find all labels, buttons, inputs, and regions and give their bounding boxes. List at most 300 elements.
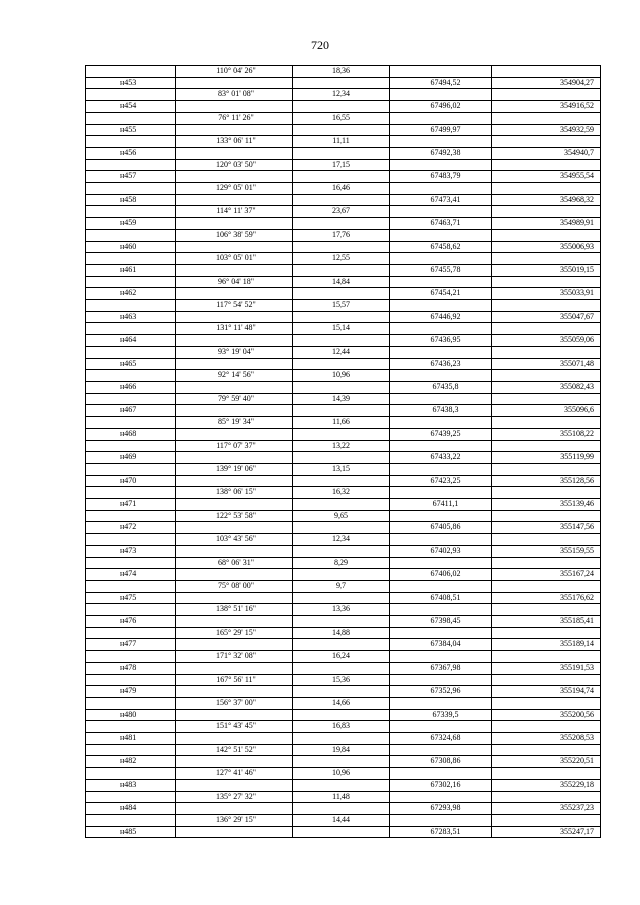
empty-cell [176,803,293,815]
distance-cell: 9,7 [293,580,390,592]
empty-cell [86,721,176,733]
empty-cell [86,791,176,803]
distance-cell: 16,24 [293,651,390,663]
empty-cell [390,206,492,218]
y-coordinate-cell: 355139,46 [492,499,601,511]
empty-cell [390,534,492,546]
y-coordinate-cell: 354989,91 [492,218,601,230]
y-coordinate-cell: 355033,91 [492,288,601,300]
direction-angle-cell: 129° 05' 01" [176,183,293,195]
point-name-cell: н472 [86,522,176,534]
empty-cell [293,686,390,698]
y-coordinate-cell: 355237,23 [492,803,601,815]
x-coordinate-cell: 67494,52 [390,77,492,89]
direction-angle-cell: 103° 05' 01" [176,253,293,265]
point-name-cell: н476 [86,616,176,628]
distance-cell: 16,46 [293,183,390,195]
empty-cell [86,768,176,780]
x-coordinate-cell: 67438,3 [390,405,492,417]
segment-row [86,674,601,686]
empty-cell [176,101,293,113]
y-coordinate-cell: 355185,41 [492,616,601,628]
segment-row [86,300,601,312]
empty-cell [390,768,492,780]
point-row [86,569,601,581]
empty-cell [293,101,390,113]
empty-cell [492,440,601,452]
point-name-cell: н480 [86,709,176,721]
empty-cell [390,370,492,382]
empty-cell [390,136,492,148]
y-coordinate-cell: 355167,24 [492,569,601,581]
direction-angle-cell: 156° 37' 00" [176,697,293,709]
empty-cell [176,522,293,534]
point-name-cell: н484 [86,803,176,815]
empty-cell [293,311,390,323]
distance-cell: 15,14 [293,323,390,335]
y-coordinate-cell: 355191,53 [492,662,601,674]
segment-row [86,580,601,592]
x-coordinate-cell: 67411,1 [390,499,492,511]
y-coordinate-cell: 355059,06 [492,335,601,347]
empty-cell [176,779,293,791]
empty-cell [492,370,601,382]
distance-cell: 16,83 [293,721,390,733]
empty-cell [86,604,176,616]
empty-cell [86,463,176,475]
point-row [86,662,601,674]
y-coordinate-cell: 355200,56 [492,709,601,721]
direction-angle-cell: 171° 32' 08" [176,651,293,663]
empty-cell [86,674,176,686]
point-row [86,428,601,440]
distance-cell: 12,34 [293,534,390,546]
empty-cell [293,733,390,745]
empty-cell [390,697,492,709]
empty-cell [492,768,601,780]
x-coordinate-cell: 67433,22 [390,452,492,464]
point-row [86,241,601,253]
segment-row [86,253,601,265]
segment-row [86,463,601,475]
empty-cell [492,276,601,288]
empty-cell [492,112,601,124]
point-row [86,803,601,815]
point-row [86,522,601,534]
segment-row [86,323,601,335]
y-coordinate-cell: 355159,55 [492,545,601,557]
empty-cell [293,639,390,651]
empty-cell [176,709,293,721]
point-name-cell: н465 [86,358,176,370]
empty-cell [492,66,601,78]
distance-cell: 17,76 [293,229,390,241]
segment-row [86,417,601,429]
direction-angle-cell: 122° 53' 58" [176,510,293,522]
segment-row [86,768,601,780]
point-name-cell: н475 [86,592,176,604]
empty-cell [390,253,492,265]
point-row [86,147,601,159]
empty-cell [293,545,390,557]
x-coordinate-cell: 67293,98 [390,803,492,815]
segment-row [86,440,601,452]
point-name-cell: н463 [86,311,176,323]
empty-cell [390,463,492,475]
empty-cell [176,733,293,745]
y-coordinate-cell: 355194,74 [492,686,601,698]
empty-cell [176,147,293,159]
point-name-cell: н470 [86,475,176,487]
empty-cell [390,791,492,803]
direction-angle-cell: 83° 01' 08" [176,89,293,101]
segment-row [86,136,601,148]
page-number: 720 [311,38,329,52]
segment-row [86,791,601,803]
empty-cell [492,534,601,546]
distance-cell: 14,66 [293,697,390,709]
distance-cell: 10,96 [293,768,390,780]
y-coordinate-cell: 355229,18 [492,779,601,791]
direction-angle-cell: 76° 11' 26" [176,112,293,124]
x-coordinate-cell: 67402,93 [390,545,492,557]
point-name-cell: н479 [86,686,176,698]
empty-cell [86,346,176,358]
empty-cell [492,346,601,358]
point-row [86,686,601,698]
empty-cell [293,405,390,417]
segment-row [86,534,601,546]
y-coordinate-cell: 354955,54 [492,171,601,183]
x-coordinate-cell: 67423,25 [390,475,492,487]
empty-cell [86,159,176,171]
point-name-cell: н485 [86,826,176,838]
empty-cell [492,674,601,686]
y-coordinate-cell: 354932,59 [492,124,601,136]
distance-cell: 18,36 [293,66,390,78]
y-coordinate-cell: 355119,99 [492,452,601,464]
x-coordinate-cell: 67439,25 [390,428,492,440]
point-row [86,381,601,393]
segment-row [86,370,601,382]
empty-cell [293,381,390,393]
empty-cell [293,616,390,628]
empty-cell [492,463,601,475]
point-name-cell: н468 [86,428,176,440]
empty-cell [86,276,176,288]
direction-angle-cell: 139° 19' 06" [176,463,293,475]
point-row [86,545,601,557]
empty-cell [293,475,390,487]
empty-cell [492,393,601,405]
point-name-cell: н455 [86,124,176,136]
segment-row [86,112,601,124]
direction-angle-cell: 110° 04' 26" [176,66,293,78]
empty-cell [176,826,293,838]
empty-cell [176,545,293,557]
empty-cell [86,744,176,756]
empty-cell [492,89,601,101]
empty-cell [492,136,601,148]
empty-cell [390,487,492,499]
empty-cell [492,323,601,335]
direction-angle-cell: 114° 11' 37" [176,206,293,218]
point-name-cell: н481 [86,733,176,745]
empty-cell [176,124,293,136]
point-name-cell: н473 [86,545,176,557]
y-coordinate-cell: 355006,93 [492,241,601,253]
x-coordinate-cell: 67367,98 [390,662,492,674]
x-coordinate-cell: 67405,86 [390,522,492,534]
point-row [86,616,601,628]
segment-row [86,89,601,101]
point-name-cell: н460 [86,241,176,253]
point-name-cell: н461 [86,264,176,276]
empty-cell [176,616,293,628]
empty-cell [86,370,176,382]
empty-cell [390,580,492,592]
empty-cell [86,112,176,124]
point-name-cell: н474 [86,569,176,581]
point-row [86,171,601,183]
x-coordinate-cell: 67483,79 [390,171,492,183]
empty-cell [390,66,492,78]
distance-cell: 10,96 [293,370,390,382]
direction-angle-cell: 96° 04' 18" [176,276,293,288]
point-name-cell: н454 [86,101,176,113]
point-row [86,194,601,206]
distance-cell: 16,32 [293,487,390,499]
empty-cell [293,709,390,721]
distance-cell: 14,84 [293,276,390,288]
x-coordinate-cell: 67496,02 [390,101,492,113]
x-coordinate-cell: 67324,68 [390,733,492,745]
point-name-cell: н464 [86,335,176,347]
empty-cell [293,241,390,253]
point-row [86,358,601,370]
point-name-cell: н456 [86,147,176,159]
empty-cell [390,744,492,756]
x-coordinate-cell: 67446,92 [390,311,492,323]
empty-cell [176,639,293,651]
empty-cell [293,452,390,464]
y-coordinate-cell: 355096,6 [492,405,601,417]
segment-row [86,66,601,78]
distance-cell: 12,44 [293,346,390,358]
point-name-cell: н478 [86,662,176,674]
empty-cell [86,253,176,265]
direction-angle-cell: 135° 27' 32" [176,791,293,803]
empty-cell [293,218,390,230]
empty-cell [176,475,293,487]
segment-row [86,393,601,405]
empty-cell [176,241,293,253]
empty-cell [86,651,176,663]
x-coordinate-cell: 67408,51 [390,592,492,604]
empty-cell [492,815,601,827]
x-coordinate-cell: 67302,16 [390,779,492,791]
distance-cell: 11,48 [293,791,390,803]
segment-row [86,815,601,827]
empty-cell [293,264,390,276]
y-coordinate-cell: 355247,17 [492,826,601,838]
x-coordinate-cell: 67458,62 [390,241,492,253]
empty-cell [86,815,176,827]
distance-cell: 13,22 [293,440,390,452]
empty-cell [176,218,293,230]
point-name-cell: н462 [86,288,176,300]
direction-angle-cell: 142° 51' 52" [176,744,293,756]
segment-row [86,744,601,756]
y-coordinate-cell: 355082,43 [492,381,601,393]
empty-cell [492,791,601,803]
empty-cell [390,604,492,616]
direction-angle-cell: 138° 51' 16" [176,604,293,616]
empty-cell [86,557,176,569]
direction-angle-cell: 117° 07' 37" [176,440,293,452]
segment-row [86,487,601,499]
direction-angle-cell: 106° 38' 59" [176,229,293,241]
empty-cell [390,323,492,335]
point-row [86,288,601,300]
point-row [86,218,601,230]
empty-cell [390,300,492,312]
empty-cell [492,697,601,709]
empty-cell [492,417,601,429]
empty-cell [390,627,492,639]
empty-cell [293,756,390,768]
empty-cell [293,428,390,440]
direction-angle-cell: 120° 03' 50" [176,159,293,171]
y-coordinate-cell: 355128,56 [492,475,601,487]
direction-angle-cell: 151° 43' 45" [176,721,293,733]
point-row [86,124,601,136]
segment-row [86,159,601,171]
empty-cell [492,206,601,218]
empty-cell [176,264,293,276]
point-name-cell: н483 [86,779,176,791]
empty-cell [390,183,492,195]
empty-cell [293,592,390,604]
empty-cell [176,686,293,698]
empty-cell [293,147,390,159]
direction-angle-cell: 92° 14' 56" [176,370,293,382]
segment-row [86,651,601,663]
point-row [86,709,601,721]
point-row [86,499,601,511]
direction-angle-cell: 127° 41' 46" [176,768,293,780]
empty-cell [86,393,176,405]
segment-row [86,510,601,522]
y-coordinate-cell: 355208,53 [492,733,601,745]
point-name-cell: н471 [86,499,176,511]
point-row [86,639,601,651]
empty-cell [390,557,492,569]
direction-angle-cell: 68° 06' 31" [176,557,293,569]
y-coordinate-cell: 355047,67 [492,311,601,323]
empty-cell [390,721,492,733]
empty-cell [176,499,293,511]
empty-cell [390,276,492,288]
distance-cell: 11,11 [293,136,390,148]
x-coordinate-cell: 67283,51 [390,826,492,838]
empty-cell [492,604,601,616]
empty-cell [390,440,492,452]
coordinates-table [85,65,601,838]
empty-cell [86,627,176,639]
empty-cell [86,89,176,101]
point-row [86,77,601,89]
direction-angle-cell: 165° 29' 15" [176,627,293,639]
empty-cell [492,627,601,639]
point-name-cell: н466 [86,381,176,393]
y-coordinate-cell: 354968,32 [492,194,601,206]
segment-row [86,627,601,639]
distance-cell: 14,39 [293,393,390,405]
distance-cell: 12,34 [293,89,390,101]
y-coordinate-cell: 355220,51 [492,756,601,768]
empty-cell [176,452,293,464]
point-row [86,452,601,464]
y-coordinate-cell: 355176,62 [492,592,601,604]
direction-angle-cell: 117° 54' 52" [176,300,293,312]
empty-cell [492,229,601,241]
direction-angle-cell: 138° 06' 15" [176,487,293,499]
distance-cell: 11,66 [293,417,390,429]
empty-cell [86,510,176,522]
point-row [86,311,601,323]
x-coordinate-cell: 67398,45 [390,616,492,628]
segment-row [86,721,601,733]
empty-cell [86,229,176,241]
empty-cell [390,229,492,241]
point-row [86,733,601,745]
segment-row [86,229,601,241]
x-coordinate-cell: 67455,78 [390,264,492,276]
empty-cell [293,779,390,791]
empty-cell [86,136,176,148]
empty-cell [293,358,390,370]
direction-angle-cell: 103° 43' 56" [176,534,293,546]
segment-row [86,697,601,709]
distance-cell: 13,15 [293,463,390,475]
empty-cell [176,335,293,347]
empty-cell [390,417,492,429]
table-body [86,66,601,838]
segment-row [86,557,601,569]
x-coordinate-cell: 67384,04 [390,639,492,651]
y-coordinate-cell: 354916,52 [492,101,601,113]
empty-cell [176,662,293,674]
empty-cell [492,300,601,312]
segment-row [86,276,601,288]
empty-cell [492,557,601,569]
point-name-cell: н467 [86,405,176,417]
empty-cell [293,288,390,300]
distance-cell: 13,36 [293,604,390,616]
empty-cell [293,77,390,89]
empty-cell [390,89,492,101]
point-row [86,335,601,347]
direction-angle-cell: 93° 19' 04" [176,346,293,358]
distance-cell: 8,29 [293,557,390,569]
empty-cell [293,171,390,183]
empty-cell [86,323,176,335]
point-row [86,264,601,276]
empty-cell [390,346,492,358]
empty-cell [492,721,601,733]
point-name-cell: н469 [86,452,176,464]
